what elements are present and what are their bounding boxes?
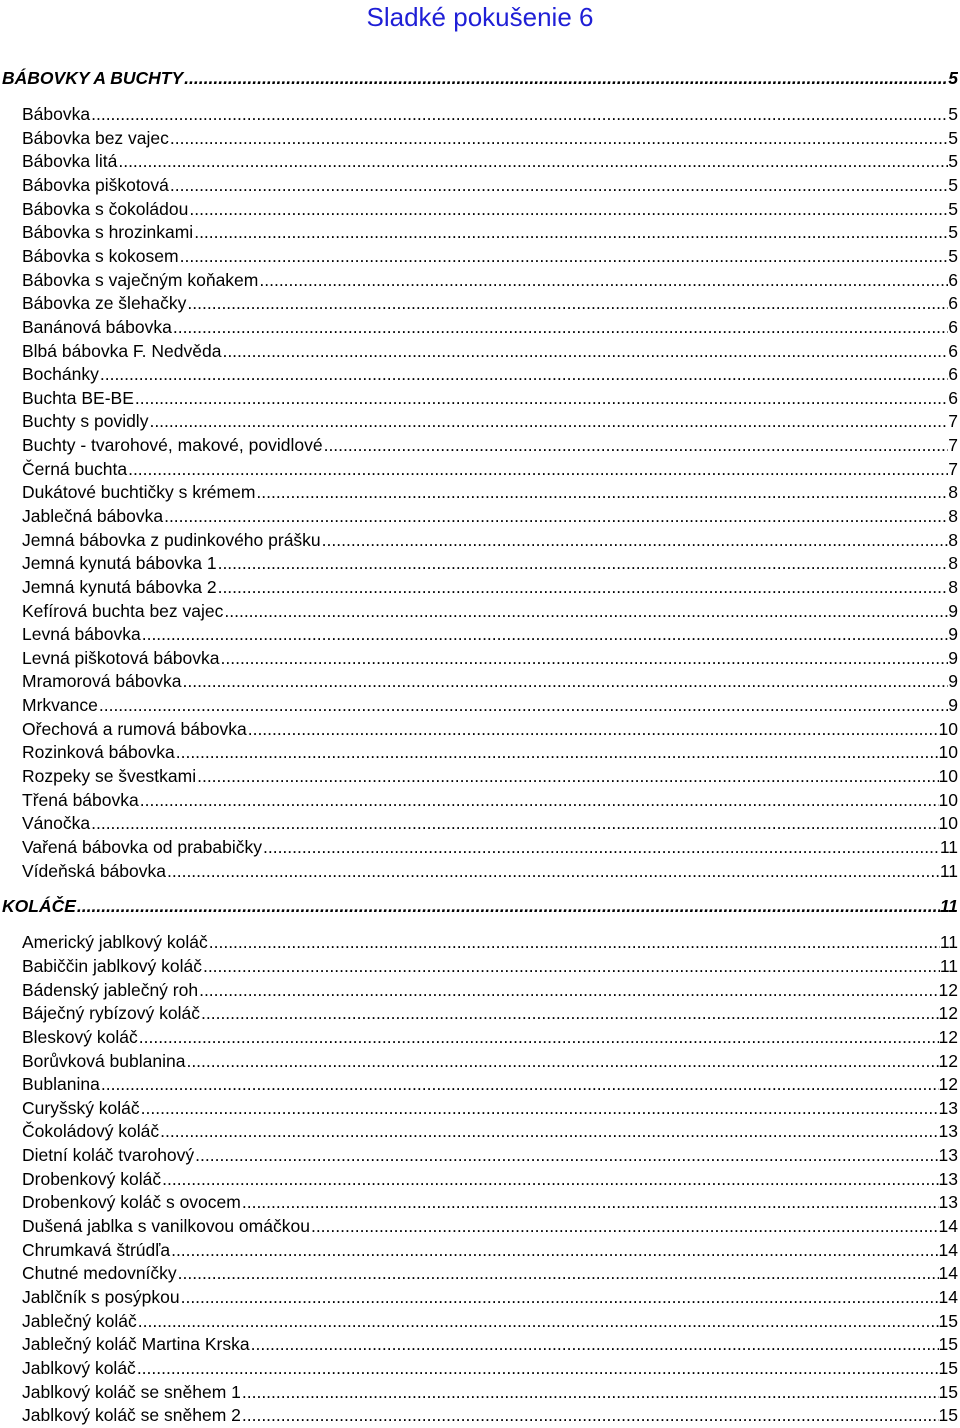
toc-leader-dots [221, 340, 948, 364]
toc-entry[interactable] [2, 931, 958, 955]
toc-page-number: 10 [938, 813, 958, 834]
toc-entry-label: Chrumkavá štrúdľa [22, 1239, 171, 1260]
toc-entry[interactable] [2, 245, 958, 269]
toc-entry[interactable] [2, 670, 958, 694]
toc-section-heading[interactable] [2, 895, 958, 919]
toc-page-number: 11 [939, 955, 958, 976]
toc-leader-dots [170, 1239, 938, 1263]
section-spacer [2, 883, 958, 895]
toc-entry-label: Americký jablkový koláč [22, 932, 208, 953]
toc-leader-dots [163, 505, 948, 529]
toc-entry-label: Jablečná bábovka [22, 505, 164, 526]
toc-entry[interactable] [2, 1050, 958, 1074]
toc-leader-dots [137, 1310, 939, 1334]
toc-page-number: 6 [948, 269, 958, 290]
toc-leader-dots [127, 458, 948, 482]
toc-entry-label: Bábovka s čokoládou [22, 198, 189, 219]
toc-leader-dots [139, 789, 939, 813]
toc-entry-label: Bábovka s kokosem [22, 245, 179, 266]
toc-leader-dots [310, 1215, 939, 1239]
toc-entry[interactable] [2, 718, 958, 742]
toc-leader-dots [258, 269, 948, 293]
toc-entry[interactable] [2, 269, 958, 293]
toc-page-number: 7 [948, 458, 958, 479]
toc-page-number: 13 [938, 1097, 958, 1118]
toc-entry[interactable] [2, 1239, 958, 1263]
toc-entry[interactable] [2, 174, 958, 198]
section-gap [2, 919, 958, 932]
toc-page-number: 7 [948, 411, 958, 432]
toc-leader-dots [217, 552, 949, 576]
toc-entry-label: Jablkový koláč [22, 1357, 136, 1378]
toc-entry-label: Dukátové buchtičky s krémem [22, 482, 256, 503]
toc-entry[interactable] [2, 316, 958, 340]
toc-entry-label: Jablečný koláč Martina Krska [22, 1334, 250, 1355]
toc-leader-dots [193, 221, 948, 245]
toc-entry-label: Mrkvance [22, 695, 98, 716]
toc-entry-label: Mramorová bábovka [22, 671, 182, 692]
toc-entry[interactable] [2, 1191, 958, 1215]
toc-leader-dots [98, 694, 948, 718]
toc-page-number: 8 [948, 482, 958, 503]
toc-entry[interactable] [2, 1097, 958, 1121]
toc-page-number: 5 [948, 198, 958, 219]
toc-page-number: 12 [938, 1050, 958, 1071]
toc-entry-label: Buchta BE-BE [22, 387, 134, 408]
toc-page-number: 10 [938, 766, 958, 787]
toc-entry[interactable] [2, 481, 958, 505]
toc-page-number: 8 [948, 553, 958, 574]
toc-page-number: 9 [948, 647, 958, 668]
toc-entry-label: Jablečný koláč [22, 1310, 137, 1331]
toc-entry-label: Bábovka s hrozinkami [22, 222, 194, 243]
toc-page-number: 14 [938, 1286, 958, 1307]
toc-entry[interactable] [2, 647, 958, 671]
toc-leader-dots [100, 1073, 939, 1097]
toc-entry[interactable] [2, 1144, 958, 1168]
toc-entry[interactable] [2, 979, 958, 1003]
toc-entry[interactable] [2, 434, 958, 458]
toc-entry-label: Levná bábovka [22, 624, 141, 645]
toc-entry[interactable] [2, 221, 958, 245]
toc-entry-label: Bublanina [22, 1074, 100, 1095]
toc-leader-dots [188, 198, 948, 222]
toc-page-number: 5 [948, 104, 958, 125]
toc-page-number: 8 [948, 576, 958, 597]
toc-leader-dots [159, 1120, 938, 1144]
document-title: Sladké pokušenie 6 [366, 2, 594, 32]
toc-page-number: 7 [948, 435, 958, 456]
toc-entry[interactable] [2, 1120, 958, 1144]
toc-leader-dots [136, 1357, 939, 1381]
toc-leader-dots [148, 410, 948, 434]
toc-page-number: 9 [948, 600, 958, 621]
toc-page-number: 15 [938, 1381, 958, 1402]
toc-entry-label: Bádenský jablečný roh [22, 979, 199, 1000]
toc-page-number: 9 [948, 695, 958, 716]
toc-entry-label: Rozpeky se švestkami [22, 766, 197, 787]
toc-entry[interactable] [2, 812, 958, 836]
toc-leader-dots [202, 955, 940, 979]
toc-entry[interactable] [2, 1073, 958, 1097]
toc-leader-dots [134, 387, 948, 411]
toc-entry[interactable] [2, 1310, 958, 1334]
toc-entry-label: Ořechová a rumová bábovka [22, 718, 247, 739]
toc-page-number: 15 [938, 1405, 958, 1426]
toc-leader-dots [183, 67, 948, 91]
toc-entry-label: Bábovka piškotová [22, 175, 169, 196]
toc-entry[interactable] [2, 1404, 958, 1428]
toc-section-label: BÁBOVKY A BUCHTY [2, 68, 184, 88]
toc-page-number: 10 [938, 718, 958, 739]
toc-page-number: 5 [948, 127, 958, 148]
toc-page-number: 5 [948, 175, 958, 196]
toc-leader-dots [262, 836, 940, 860]
toc-leader-dots [321, 529, 949, 553]
toc-entry[interactable] [2, 1333, 958, 1357]
toc-page-number: 8 [948, 505, 958, 526]
toc-entry[interactable] [2, 1026, 958, 1050]
toc-leader-dots [179, 245, 949, 269]
toc-entry[interactable] [2, 576, 958, 600]
toc-page-number: 6 [948, 364, 958, 385]
toc-entry[interactable] [2, 860, 958, 884]
toc-entry[interactable] [2, 741, 958, 765]
toc-leader-dots [200, 1002, 939, 1026]
toc-page-number: 9 [948, 671, 958, 692]
toc-leader-dots [76, 895, 940, 919]
toc-entry-label: Bábovka ze šlehačky [22, 293, 187, 314]
toc-entry[interactable] [2, 150, 958, 174]
toc-entry[interactable] [2, 529, 958, 553]
toc-entry-label: Banánová bábovka [22, 316, 172, 337]
toc-entry[interactable] [2, 1286, 958, 1310]
toc-entry-label: Bábovka litá [22, 151, 118, 172]
toc-entry-label: Černá buchta [22, 458, 128, 479]
toc-leader-dots [186, 292, 948, 316]
toc-entry-label: Bábovka [22, 104, 91, 125]
toc-entry[interactable] [2, 1168, 958, 1192]
toc-leader-dots [241, 1404, 939, 1428]
toc-page-number: 14 [938, 1263, 958, 1284]
section-gap [2, 91, 958, 104]
toc-leader-dots [323, 434, 949, 458]
toc-page-number: 9 [948, 624, 958, 645]
toc-entry[interactable] [2, 363, 958, 387]
toc-entry[interactable] [2, 1381, 958, 1405]
toc-leader-dots [138, 1026, 939, 1050]
toc-entry[interactable] [2, 694, 958, 718]
toc-page-number: 6 [948, 387, 958, 408]
table-of-contents [2, 67, 958, 1428]
toc-entry[interactable] [2, 623, 958, 647]
toc-entry-label: Rozinková bábovka [22, 742, 175, 763]
toc-entry-label: Blbá bábovka F. Nedvěda [22, 340, 222, 361]
toc-entry-label: Třená bábovka [22, 789, 139, 810]
toc-entry-label: Bábovka s vaječným koňakem [22, 269, 259, 290]
toc-page-number: 10 [938, 789, 958, 810]
toc-leader-dots [161, 1168, 938, 1192]
toc-page-number: 8 [948, 529, 958, 550]
toc-leader-dots [169, 174, 948, 198]
toc-page-number: 5 [948, 222, 958, 243]
toc-entry-label: Jablkový koláč se sněhem 2 [22, 1405, 241, 1426]
toc-entry[interactable] [2, 1002, 958, 1026]
toc-leader-dots [175, 741, 939, 765]
toc-entry[interactable] [2, 292, 958, 316]
toc-entry-label: Buchty s povidly [22, 411, 149, 432]
toc-entry-label: Jablkový koláč se sněhem 1 [22, 1381, 241, 1402]
toc-entry-label: Chutné medovníčky [22, 1263, 177, 1284]
toc-leader-dots [172, 316, 948, 340]
toc-page-number: 13 [938, 1168, 958, 1189]
toc-entry[interactable] [2, 765, 958, 789]
toc-entry[interactable] [2, 836, 958, 860]
toc-leader-dots [141, 623, 949, 647]
toc-section-label: KOLÁČE [2, 896, 76, 917]
toc-page-number: 10 [938, 742, 958, 763]
toc-entry-label: Bleskový koláč [22, 1026, 138, 1047]
toc-entry-label: Buchty - tvarohové, makové, povidlové [22, 435, 323, 456]
toc-entry[interactable] [2, 955, 958, 979]
toc-page-number: 5 [948, 68, 958, 88]
toc-page-number: 6 [948, 316, 958, 337]
toc-entry-label: Vídeňská bábovka [22, 860, 166, 881]
toc-leader-dots [182, 670, 949, 694]
toc-entry[interactable] [2, 410, 958, 434]
toc-entry-label: Vánočka [22, 813, 91, 834]
toc-entry-label: Dušená jablka s vanilkovou omáčkou [22, 1216, 310, 1237]
toc-entry-label: Jablčník s posýpkou [22, 1286, 180, 1307]
toc-leader-dots [185, 1050, 938, 1074]
toc-leader-dots [90, 812, 938, 836]
toc-entry-label: Drobenkový koláč s ovocem [22, 1192, 241, 1213]
toc-leader-dots [198, 979, 938, 1003]
toc-leader-dots [208, 931, 940, 955]
toc-page-number: 11 [939, 896, 958, 917]
toc-leader-dots [177, 1262, 939, 1286]
toc-entry-label: Babiččin jablkový koláč [22, 955, 202, 976]
toc-entry-label: Jemná kynutá bábovka 1 [22, 553, 217, 574]
toc-page-number: 14 [938, 1239, 958, 1260]
toc-leader-dots [99, 363, 948, 387]
toc-entry-label: Jemná kynutá bábovka 2 [22, 576, 217, 597]
toc-entry[interactable] [2, 387, 958, 411]
toc-page-number: 11 [939, 836, 958, 857]
toc-leader-dots [220, 647, 949, 671]
toc-leader-dots [217, 576, 949, 600]
toc-entry[interactable] [2, 127, 958, 151]
toc-entry[interactable] [2, 198, 958, 222]
toc-entry-label: Báječný rybízový koláč [22, 1003, 200, 1024]
toc-leader-dots [247, 718, 939, 742]
toc-entry[interactable] [2, 340, 958, 364]
toc-leader-dots [241, 1191, 939, 1215]
toc-leader-dots [250, 1333, 939, 1357]
toc-leader-dots [196, 765, 938, 789]
toc-entry[interactable] [2, 1262, 958, 1286]
toc-entry-label: Čokoládový koláč [22, 1121, 160, 1142]
toc-leader-dots [169, 127, 948, 151]
toc-page-number: 12 [938, 1026, 958, 1047]
toc-leader-dots [180, 1286, 939, 1310]
toc-page-number: 12 [938, 979, 958, 1000]
toc-page-number: 12 [938, 1074, 958, 1095]
toc-entry[interactable] [2, 552, 958, 576]
toc-leader-dots [223, 600, 948, 624]
toc-section-heading[interactable] [2, 67, 958, 91]
toc-leader-dots [241, 1381, 939, 1405]
toc-page-number: 5 [948, 245, 958, 266]
toc-page-number: 15 [938, 1310, 958, 1331]
toc-page-number: 11 [939, 860, 958, 881]
toc-leader-dots [117, 150, 948, 174]
toc-leader-dots [90, 103, 948, 127]
toc-entry-label: Bábovka bez vajec [22, 127, 169, 148]
toc-entry-label: Kefírová buchta bez vajec [22, 600, 224, 621]
toc-page-number: 15 [938, 1334, 958, 1355]
toc-page-number: 14 [938, 1216, 958, 1237]
toc-page-number: 13 [938, 1121, 958, 1142]
toc-page-number: 12 [938, 1003, 958, 1024]
toc-entry[interactable] [2, 1357, 958, 1381]
toc-leader-dots [140, 1097, 939, 1121]
toc-entry[interactable] [2, 1215, 958, 1239]
toc-entry[interactable] [2, 600, 958, 624]
toc-entry-label: Levná piškotová bábovka [22, 647, 220, 668]
toc-leader-dots [166, 860, 940, 884]
toc-page-number: 5 [948, 151, 958, 172]
toc-entry-label: Bochánky [22, 364, 99, 385]
toc-entry-label: Borůvková bublanina [22, 1050, 186, 1071]
toc-entry[interactable] [2, 458, 958, 482]
toc-entry-label: Jemná bábovka z pudinkového prášku [22, 529, 321, 550]
toc-entry-label: Vařená bábovka od prababičky [22, 836, 262, 857]
toc-entry[interactable] [2, 103, 958, 127]
toc-page-number: 13 [938, 1145, 958, 1166]
toc-entry-label: Drobenkový koláč [22, 1168, 162, 1189]
toc-entry[interactable] [2, 505, 958, 529]
toc-page-number: 6 [948, 293, 958, 314]
toc-page-number: 13 [938, 1192, 958, 1213]
toc-leader-dots [194, 1144, 938, 1168]
toc-entry-label: Curyšský koláč [22, 1097, 140, 1118]
toc-entry-label: Dietní koláč tvarohový [22, 1145, 195, 1166]
toc-entry[interactable] [2, 789, 958, 813]
toc-page-number: 11 [939, 932, 958, 953]
toc-page-number: 15 [938, 1357, 958, 1378]
toc-leader-dots [255, 481, 948, 505]
toc-page-number: 6 [948, 340, 958, 361]
